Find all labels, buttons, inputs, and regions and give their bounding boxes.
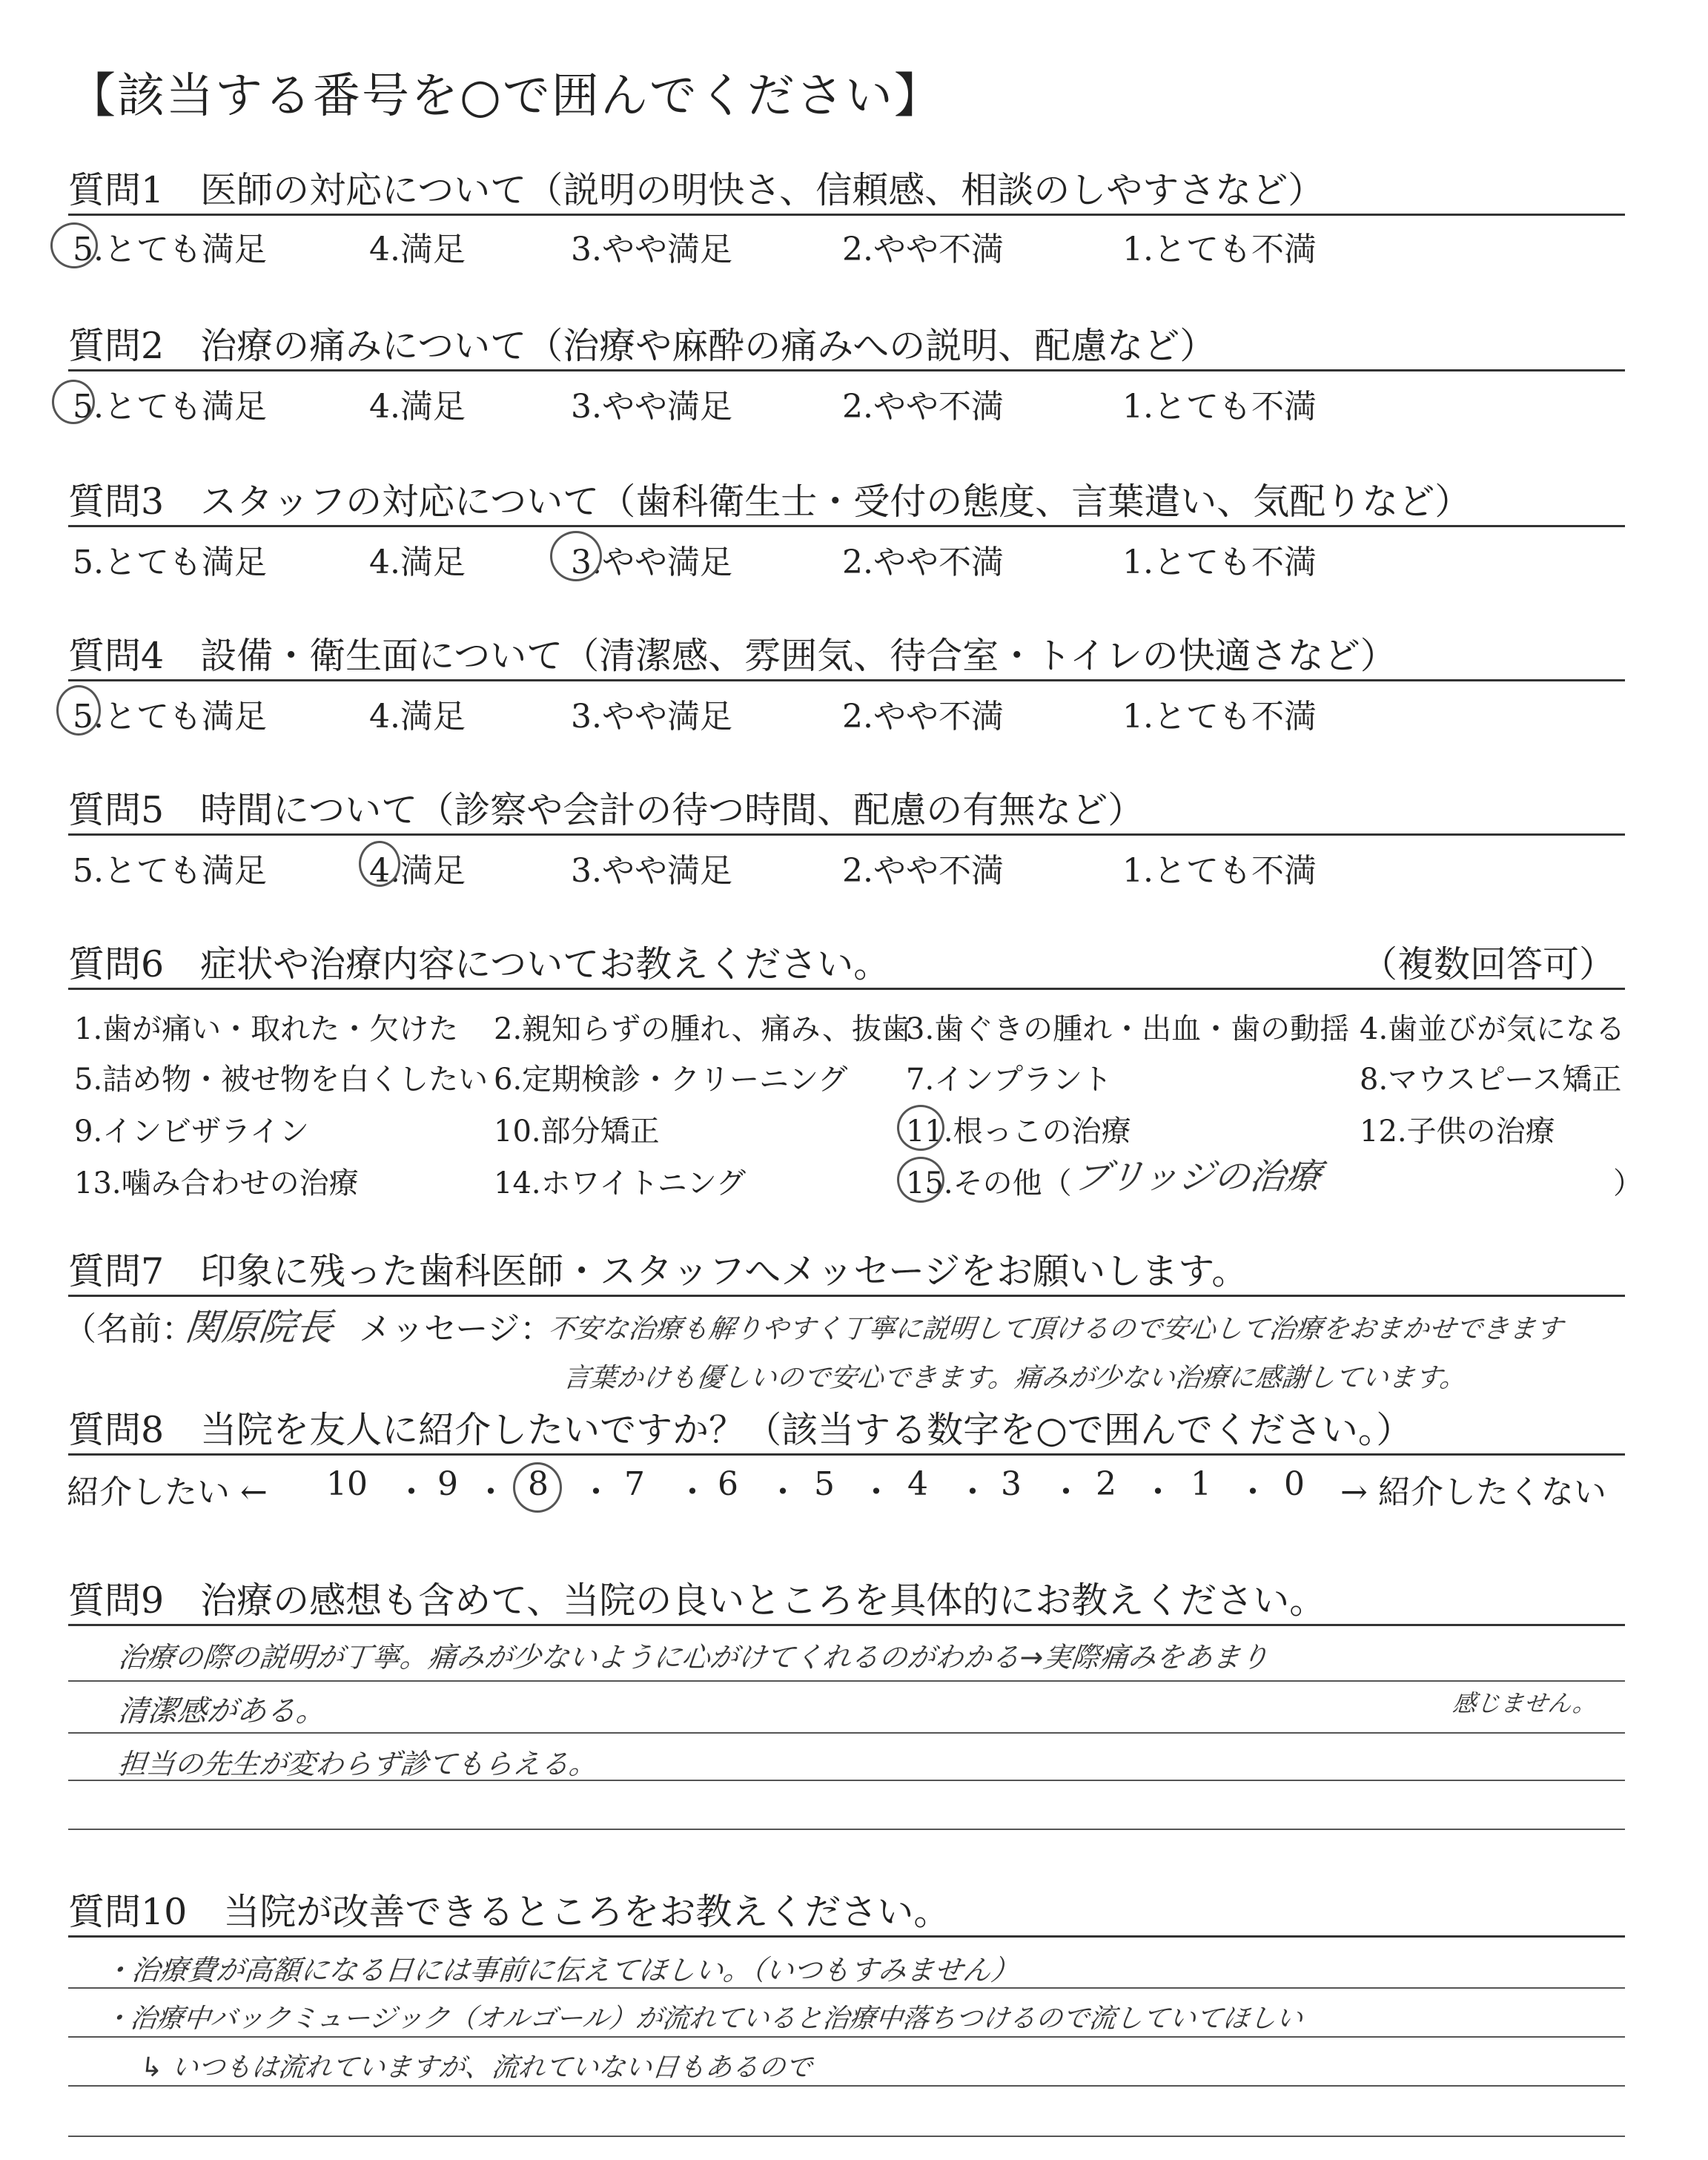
- item-7[interactable]: 7.インプラント: [906, 1063, 1113, 1097]
- selection-circle: [513, 1462, 562, 1513]
- option-5[interactable]: 5.とても満足: [73, 231, 267, 268]
- question-6-title: 質問6 症状や治療内容についてお教えください。: [68, 943, 890, 985]
- name-label: （名前：: [64, 1310, 194, 1348]
- scale-right-label: → 紹介したくない: [1340, 1473, 1606, 1511]
- item-3[interactable]: 3.歯ぐきの腫れ・出血・歯の動揺: [906, 1012, 1350, 1046]
- option-5[interactable]: 5.とても満足: [73, 698, 267, 736]
- name-written: 関原院長: [182, 1306, 336, 1349]
- item-4[interactable]: 4.歯並びが気になる: [1360, 1012, 1626, 1046]
- answer-10-line-2: ・治療中バックミュージック（オルゴール）が流れていると治療中落ちつけるので流していてほしい: [102, 2004, 1305, 2034]
- scale-number-3[interactable]: 3: [1001, 1465, 1022, 1503]
- scale-dot: ・: [1142, 1473, 1174, 1511]
- item-2[interactable]: 2.親知らずの腫れ、痛み、抜歯: [494, 1012, 911, 1046]
- option-1[interactable]: 1.とても不満: [1122, 231, 1317, 268]
- scale-number-8[interactable]: 8: [528, 1465, 549, 1503]
- page-title: 【該当する番号を○で囲んでください】: [68, 69, 943, 124]
- option-3[interactable]: 3.やや満足: [571, 231, 732, 268]
- option-3[interactable]: 3.やや満足: [571, 698, 732, 736]
- answer-line: [68, 1732, 1625, 1734]
- answer-9-line-2: 清潔感がある。: [116, 1694, 328, 1728]
- question-2-title: 質問2 治療の痛みについて（治療や麻酔の痛みへの説明、配慮など）: [68, 325, 1217, 367]
- scale-number-9[interactable]: 9: [437, 1465, 458, 1503]
- item-8[interactable]: 8.マウスピース矯正: [1360, 1063, 1622, 1097]
- scale-dot: ・: [767, 1473, 799, 1511]
- selection-circle: [50, 222, 98, 268]
- question-7-title: 質問7 印象に残った歯科医師・スタッフへメッセージをお願いします。: [68, 1250, 1248, 1292]
- option-1[interactable]: 1.とても不満: [1122, 544, 1317, 581]
- option-2[interactable]: 2.やや不満: [842, 852, 1004, 890]
- option-5[interactable]: 5.とても満足: [73, 544, 267, 581]
- option-2[interactable]: 2.やや不満: [842, 388, 1004, 426]
- scale-number-5[interactable]: 5: [814, 1465, 835, 1503]
- answer-10-line-1: ・治療費が高額になる日には事前に伝えてほしい。（いつもすみません）: [102, 1954, 1021, 1986]
- message-line-1: 不安な治療も解りやすく丁寧に説明して頂けるので安心して治療をおまかせできます: [546, 1314, 1564, 1344]
- item-15-written-answer: ブリッジの治療: [1072, 1156, 1323, 1198]
- option-2[interactable]: 2.やや不満: [842, 231, 1004, 268]
- divider: [68, 1295, 1625, 1297]
- item-14[interactable]: 14.ホワイトニング: [494, 1166, 747, 1200]
- question-1-title: 質問1 医師の対応について（説明の明快さ、信頼感、相談のしやすさなど）: [68, 169, 1325, 211]
- answer-9-line-3: 担当の先生が変わらず診てもらえる。: [116, 1748, 599, 1780]
- item-11[interactable]: 11.根っこの治療: [906, 1114, 1131, 1149]
- divider: [68, 369, 1625, 371]
- scale-number-2[interactable]: 2: [1096, 1465, 1116, 1503]
- item-1[interactable]: 1.歯が痛い・取れた・欠けた: [74, 1012, 459, 1046]
- divider: [68, 1453, 1625, 1456]
- item-6[interactable]: 6.定期検診・クリーニング: [494, 1063, 848, 1097]
- scale-dot: ・: [395, 1473, 428, 1511]
- item-5[interactable]: 5.詰め物・被せ物を白くしたい: [74, 1063, 489, 1097]
- divider: [68, 214, 1625, 216]
- multiple-answers-note: （複数回答可）: [1361, 943, 1616, 985]
- question-10-title: 質問10 当院が改善できるところをお教えください。: [68, 1891, 950, 1933]
- scale-dot: ・: [580, 1473, 612, 1511]
- scale-dot: ・: [676, 1473, 709, 1511]
- item-15[interactable]: 15.その他（: [906, 1166, 1072, 1200]
- scale-number-0[interactable]: 0: [1284, 1465, 1305, 1503]
- message-line-2: 言葉かけも優しいので安心できます。痛みが少ない治療に感謝しています。: [561, 1363, 1469, 1393]
- answer-line: [68, 2136, 1625, 2137]
- divider: [68, 525, 1625, 527]
- question-8-title: 質問8 当院を友人に紹介したいですか？（該当する数字を○で囲んでください。）: [68, 1409, 1413, 1451]
- scale-dot: ・: [956, 1473, 989, 1511]
- divider: [68, 1624, 1625, 1626]
- selection-circle: [52, 380, 95, 424]
- answer-line: [68, 1680, 1625, 1682]
- divider: [68, 679, 1625, 681]
- item-15-close-paren: ）: [1613, 1166, 1643, 1200]
- scale-left-label: 紹介したい ←: [67, 1473, 268, 1511]
- answer-9-line-1b: 感じません。: [1451, 1689, 1598, 1717]
- answer-line: [68, 1829, 1625, 1830]
- option-4[interactable]: 4.満足: [369, 231, 466, 268]
- scale-number-10[interactable]: 10: [326, 1465, 368, 1503]
- answer-line: [68, 2036, 1625, 2038]
- question-9-title: 質問9 治療の感想も含めて、当院の良いところを具体的にお教えください。: [68, 1579, 1326, 1622]
- option-2[interactable]: 2.やや不満: [842, 544, 1004, 581]
- option-4[interactable]: 4.満足: [369, 544, 466, 581]
- answer-line: [68, 2085, 1625, 2087]
- option-1[interactable]: 1.とても不満: [1122, 852, 1317, 890]
- item-13[interactable]: 13.噛み合わせの治療: [74, 1166, 359, 1200]
- divider: [68, 988, 1625, 990]
- selection-circle: [897, 1157, 944, 1203]
- option-3[interactable]: 3.やや満足: [571, 388, 732, 426]
- scale-number-6[interactable]: 6: [718, 1465, 738, 1503]
- selection-circle: [897, 1105, 944, 1151]
- question-3-title: 質問3 スタッフの対応について（歯科衛生士・受付の態度、言葉遣い、気配りなど）: [68, 480, 1472, 523]
- selection-circle: [56, 685, 101, 736]
- option-4[interactable]: 4.満足: [369, 698, 466, 736]
- item-10[interactable]: 10.部分矯正: [494, 1114, 660, 1149]
- question-5-title: 質問5 時間について（診察や会計の待つ時間、配慮の有無など）: [68, 789, 1145, 831]
- question-4-title: 質問4 設備・衛生面について（清潔感、雰囲気、待合室・トイレの快適さなど）: [68, 635, 1397, 677]
- item-9[interactable]: 9.インビザライン: [74, 1114, 309, 1149]
- option-3[interactable]: 3.やや満足: [571, 852, 732, 890]
- scale-dot: ・: [1050, 1473, 1082, 1511]
- selection-circle: [359, 841, 400, 887]
- answer-9-line-1: 治療の際の説明が丁寧。痛みが少ないように心がけてくれるのがわかる→実際痛みをあまり: [116, 1641, 1271, 1674]
- item-12[interactable]: 12.子供の治療: [1360, 1114, 1555, 1149]
- answer-10-line-3: ↳ いつもは流れていますが、流れていない日もあるので: [139, 2052, 814, 2083]
- option-2[interactable]: 2.やや不満: [842, 698, 1004, 736]
- option-5[interactable]: 5.とても満足: [73, 388, 267, 426]
- scale-number-7[interactable]: 7: [624, 1465, 645, 1503]
- message-label: メッセージ：: [359, 1310, 553, 1348]
- option-3[interactable]: 3.やや満足: [571, 544, 732, 581]
- option-1[interactable]: 1.とても不満: [1122, 388, 1317, 426]
- option-4[interactable]: 4.満足: [369, 388, 466, 426]
- option-5[interactable]: 5.とても満足: [73, 852, 267, 890]
- scale-number-4[interactable]: 4: [907, 1465, 928, 1503]
- scale-dot: ・: [860, 1473, 893, 1511]
- divider: [68, 833, 1625, 836]
- scale-dot: ・: [474, 1473, 507, 1511]
- divider: [68, 1935, 1625, 1938]
- selection-circle: [550, 531, 602, 581]
- option-1[interactable]: 1.とても不満: [1122, 698, 1317, 736]
- scale-number-1[interactable]: 1: [1191, 1465, 1211, 1503]
- scale-dot: ・: [1237, 1473, 1269, 1511]
- option-4[interactable]: 4.満足: [369, 852, 466, 890]
